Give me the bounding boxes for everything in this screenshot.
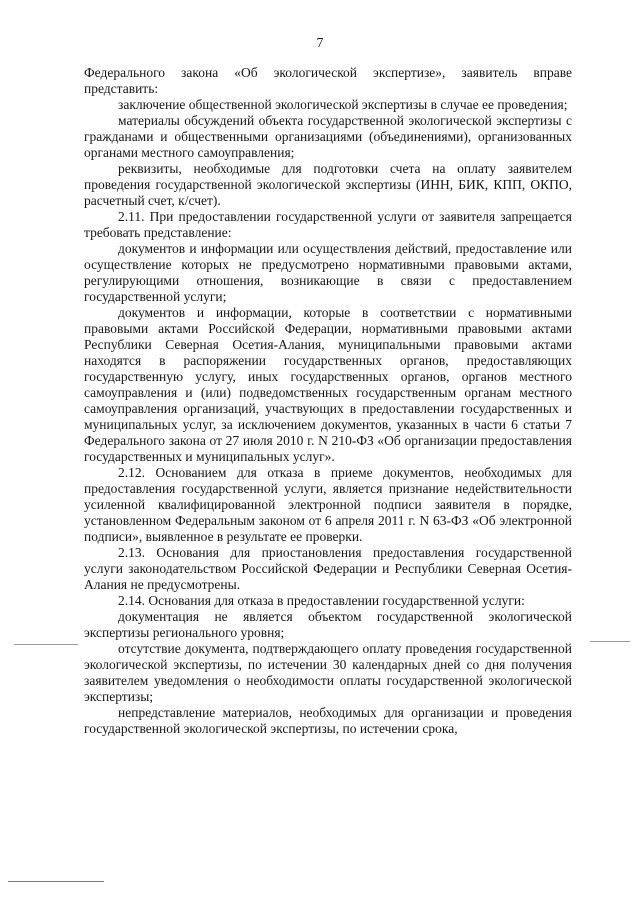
footnote-separator-line (8, 881, 104, 882)
paragraph-documents-information: документов и информации, которые в соответствии с нормативными правовыми актами Российской Федерации, нормативными правовыми актами Республики Северная Осетия-Алания, муниципальными правовыми актами находятся в распоряжении государственных органов, предоставляющих государственную услугу, иных государственных органов, органов местного самоуправления и (или) подведомственных государственным органам местного самоуправления организаций, участвующих в предоставлении государственных и муниципальных услуг, за исключением документов, указанных в части 6 статьи 7 Федерального закона от 27 июля 2010 г. N 210-ФЗ «Об организации предоставления государственных и муниципальных услуг». (84, 305, 572, 464)
scan-artifact-line-right (590, 641, 630, 642)
paragraph-materials-not-submitted: непредставление материалов, необходимых для организации и проведения государственной экологической экспертизы, по истечении срока, (84, 705, 572, 736)
paragraph-discussion-materials: материалы обсуждений объекта государственной экологической экспертизы с гражданами и общественными организациями (объединениями), организованных органами местного самоуправления; (84, 113, 572, 160)
paragraph-no-payment-document: отсутствие документа, подтверждающего оплату проведения государственной экологической экспертизы, по истечении 30 календарных дней со дня получения заявителем уведомления о необходимости оплаты государственной экологической экспертизы; (84, 641, 572, 704)
paragraph-documents-actions: документов и информации или осуществления действий, предоставление или осуществление которых не предусмотрено нормативными правовыми актами, регулирующими отношения, возникающие в связи с предоставлением государственной услуги; (84, 241, 572, 304)
paragraph-2-13: 2.13. Основания для приостановления предоставления государственной услуги законодательством Российской Федерации и Республики Северная Осетия-Алания не предусмотрены. (84, 545, 572, 592)
scan-artifact-line-left (14, 644, 78, 645)
paragraph-public-expertise: заключение общественной экологической экспертизы в случае ее проведения; (118, 97, 568, 112)
page-number: 7 (316, 35, 324, 50)
paragraph-2-14: 2.14. Основания для отказа в предоставлении государственной услуги: (118, 593, 525, 608)
paragraph-2-12: 2.12. Основанием для отказа в приеме документов, необходимых для предоставления государственной услуги, является признание недействительности усиленной квалифицированной электронной подписи заявителя в порядке, установленном Федеральным законом от 6 апреля 2011 г. N 63-ФЗ «Об электронной подписи», выявленное в результате ее проверки. (84, 465, 572, 544)
document-body (84, 65, 572, 737)
paragraph-continuation: Федерального закона «Об экологической экспертизе», заявитель вправе представить: (84, 65, 572, 96)
paragraph-not-expertise-object: документация не является объектом государственной экологической экспертизы регионального уровня; (84, 609, 572, 640)
paragraph-payment-details: реквизиты, необходимые для подготовки счета на оплату заявителем проведения государственной экологической экспертизы (ИНН, БИК, КПП, ОКПО, расчетный счет, к/счет). (84, 161, 572, 208)
paragraph-2-11: 2.11. При предоставлении государственной услуги от заявителя запрещается требовать представление: (84, 209, 572, 240)
